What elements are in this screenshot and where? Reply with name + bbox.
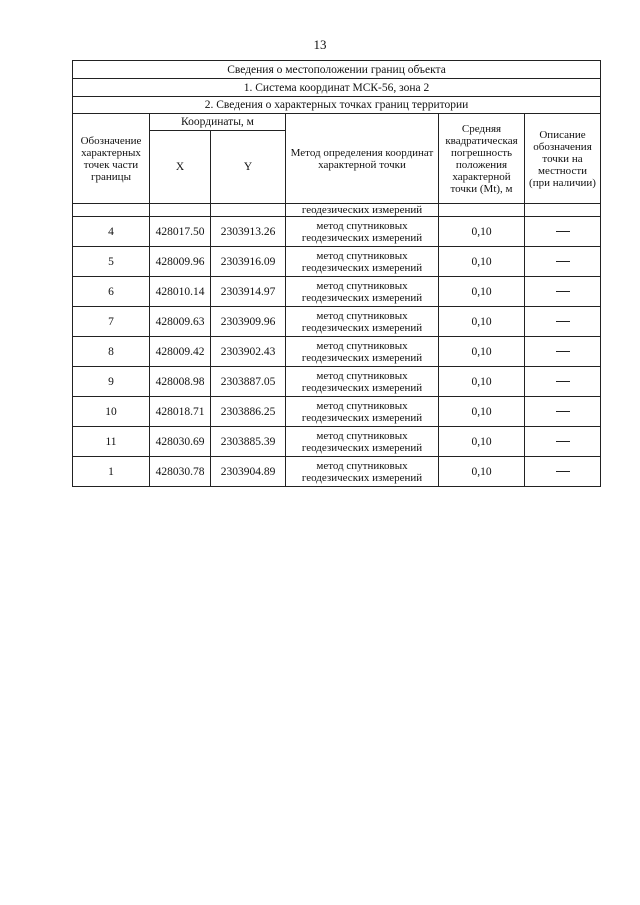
table-row [73,397,601,427]
header-method: Метод определения координат характерной точки [286,114,439,204]
point-number: 4 [73,217,150,247]
coord-y: 2303904.89 [211,457,286,487]
table-row [73,217,601,247]
description-cell [525,277,601,307]
table-row [73,307,601,337]
dash-mark [556,321,570,322]
dash-mark [556,261,570,262]
coord-y: 2303887.05 [211,367,286,397]
method-line-1: метод спутниковых [316,369,408,382]
page-number: 13 [313,37,327,52]
coord-x: 428009.42 [150,337,211,367]
table-row [73,247,601,277]
mean-square-error: 0,10 [439,427,525,457]
point-number: 1 [73,457,150,487]
point-number: 7 [73,307,150,337]
coord-y: 2303886.25 [211,397,286,427]
method-line-2: геодезических измерений [301,351,423,364]
coord-y: 2303916.09 [211,247,286,277]
table-row [73,277,601,307]
continuation-method: геодезических измерений [286,204,439,217]
method-line-1: метод спутниковых [316,249,408,262]
dash-mark [556,471,570,472]
dash-mark [556,411,570,412]
method [286,337,439,367]
method-line-1: метод спутниковых [316,219,408,232]
mean-square-error: 0,10 [439,247,525,277]
point-number: 5 [73,247,150,277]
description-cell [525,337,601,367]
coord-x: 428008.98 [150,367,211,397]
continuation-row [73,204,601,217]
section2-row [73,97,601,114]
mean-square-error: 0,10 [439,367,525,397]
method [286,367,439,397]
header-y: Y [211,131,286,204]
coord-y: 2303902.43 [211,337,286,367]
method [286,247,439,277]
point-number: 11 [73,427,150,457]
table-row [73,427,601,457]
table-row [73,457,601,487]
header-row-1 [73,114,601,131]
header-x: X [150,131,211,204]
method-line-1: метод спутниковых [316,309,408,322]
mean-square-error: 0,10 [439,337,525,367]
method [286,427,439,457]
method-line-2: геодезических измерений [301,321,423,334]
coordinate-system-label: 1. Система координат МСК-56, зона 2 [73,79,601,97]
description-cell [525,427,601,457]
dash-mark [556,381,570,382]
method-line-2: геодезических измерений [301,411,423,424]
method-line-1: метод спутниковых [316,339,408,352]
point-number: 9 [73,367,150,397]
table-row [73,337,601,367]
coord-x: 428030.69 [150,427,211,457]
method-line-1: метод спутниковых [316,399,408,412]
boundary-points-table [72,60,601,487]
point-number: 8 [73,337,150,367]
section1-row [73,79,601,97]
coord-x: 428009.63 [150,307,211,337]
coord-y: 2303913.26 [211,217,286,247]
coord-x: 428010.14 [150,277,211,307]
description-cell [525,397,601,427]
table-title-row [73,61,601,79]
mean-square-error: 0,10 [439,457,525,487]
method-line-2: геодезических измерений [301,231,423,244]
method [286,457,439,487]
method-line-2: геодезических измерений [301,291,423,304]
description-cell [525,457,601,487]
header-error: Средняя квадратическая погрешность положения характерной точки (Mt), м [439,114,525,204]
dash-mark [556,441,570,442]
coord-y: 2303914.97 [211,277,286,307]
coord-x: 428009.96 [150,247,211,277]
method-line-1: метод спутниковых [316,279,408,292]
method [286,277,439,307]
point-number: 10 [73,397,150,427]
method [286,397,439,427]
mean-square-error: 0,10 [439,397,525,427]
method-line-1: метод спутниковых [316,459,408,472]
description-cell [525,367,601,397]
method-line-2: геодезических измерений [301,381,423,394]
mean-square-error: 0,10 [439,307,525,337]
mean-square-error: 0,10 [439,217,525,247]
dash-mark [556,351,570,352]
header-description: Описание обозначения точки на местности (при наличии) [525,114,601,204]
header-point: Обозначение характерных точек части границы [73,114,150,204]
method-line-2: геодезических измерений [301,471,423,484]
table-title: Сведения о местоположении границ объекта [73,61,601,79]
dash-mark [556,291,570,292]
coord-x: 428030.78 [150,457,211,487]
points-section-label: 2. Сведения о характерных точках границ территории [73,97,601,114]
header-coordinates: Координаты, м [150,114,286,131]
description-cell [525,247,601,277]
table-row [73,367,601,397]
point-number: 6 [73,277,150,307]
method [286,217,439,247]
mean-square-error: 0,10 [439,277,525,307]
method [286,307,439,337]
method-line-2: геодезических измерений [301,441,423,454]
method-line-2: геодезических измерений [301,261,423,274]
coord-x: 428018.71 [150,397,211,427]
description-cell [525,307,601,337]
coord-y: 2303885.39 [211,427,286,457]
method-line-1: метод спутниковых [316,429,408,442]
description-cell [525,217,601,247]
coord-x: 428017.50 [150,217,211,247]
coord-y: 2303909.96 [211,307,286,337]
dash-mark [556,231,570,232]
